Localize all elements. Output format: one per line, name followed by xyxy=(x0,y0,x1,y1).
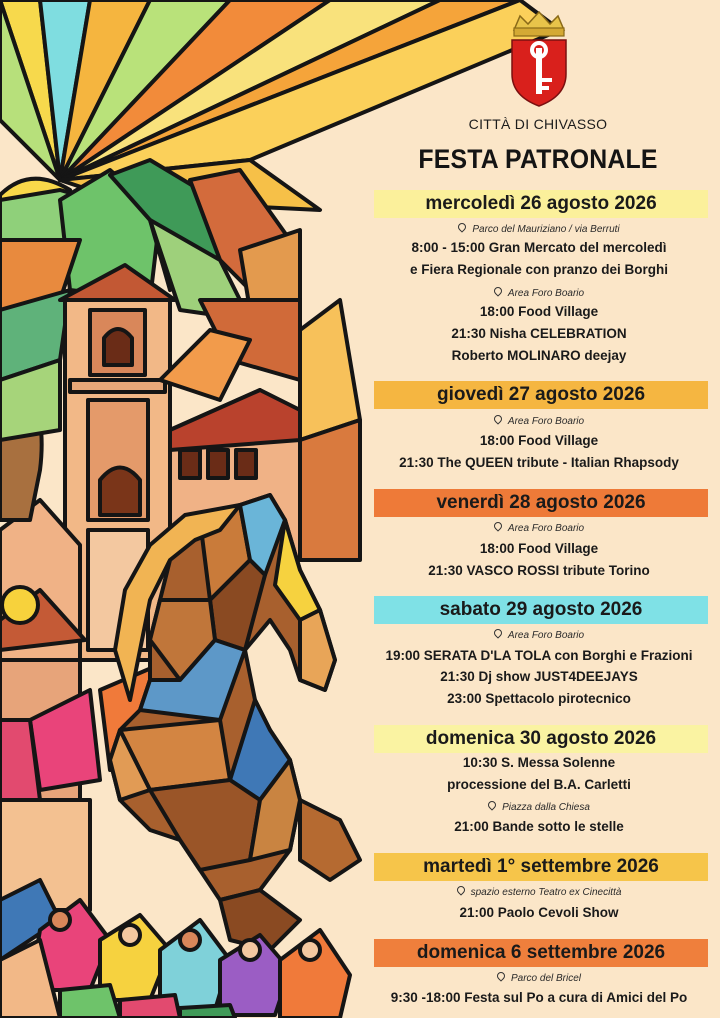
day-2-location xyxy=(368,415,710,427)
day-7-date: domenica 6 settembre 2026 xyxy=(374,939,708,967)
location-pin-icon xyxy=(492,413,503,424)
location-pin-icon xyxy=(492,627,503,638)
location-pin-icon xyxy=(495,970,506,981)
day-5-event-2: processione del B.A. Carletti xyxy=(447,777,631,792)
day-2-event-2: 21:30 The QUEEN tribute - Italian Rhapsody xyxy=(399,455,679,470)
day-5-location xyxy=(368,801,710,813)
page-title: FESTA PATRONALE xyxy=(418,144,658,174)
day-5-event-3: 21:00 Bande sotto le stelle xyxy=(454,819,624,834)
day-1-event-5: Roberto MOLINARO deejay xyxy=(451,348,627,363)
location-text: Parco del Bricel xyxy=(510,973,582,984)
day-1-event-3: 18:00 Food Village xyxy=(479,304,599,319)
day-6-event-1: 21:00 Paolo Cevoli Show xyxy=(459,905,619,920)
location-text: Parco del Mauriziano / via Berruti xyxy=(472,224,620,235)
day-1-event-4: 21:30 Nisha CELEBRATION xyxy=(451,326,627,341)
location-pin-icon xyxy=(455,884,466,895)
location-pin-icon xyxy=(457,221,468,232)
day-5-date: domenica 30 agosto 2026 xyxy=(374,725,708,753)
location-text: Area Foro Boario xyxy=(507,288,585,299)
day-4-location xyxy=(368,629,710,641)
day-1-location-2 xyxy=(368,287,710,299)
location-text: Area Foro Boario xyxy=(507,416,585,427)
day-1-location-1 xyxy=(368,223,710,235)
day-6-date: martedì 1° settembre 2026 xyxy=(374,853,708,881)
day-1-event-1: 8:00 - 15:00 Gran Mercato del mercoledì xyxy=(411,240,667,255)
day-1-date: mercoledì 26 agosto 2026 xyxy=(374,190,708,218)
day-3-location xyxy=(368,522,710,534)
city-name: CITTÀ DI CHIVASSO xyxy=(468,116,608,132)
location-pin-icon xyxy=(492,520,503,531)
location-text: Piazza dalla Chiesa xyxy=(502,802,590,813)
program-panel xyxy=(368,0,720,1018)
location-text: spazio esterno Teatro ex Cinecittà xyxy=(470,887,622,898)
day-2-event-1: 18:00 Food Village xyxy=(479,433,599,448)
day-4-event-2: 21:30 Dj show JUST4DEEJAYS xyxy=(440,669,638,684)
day-1-event-2: e Fiera Regionale con pranzo dei Borghi xyxy=(409,262,669,277)
day-3-event-2: 21:30 VASCO ROSSI tribute Torino xyxy=(428,563,650,578)
day-4-date: sabato 29 agosto 2026 xyxy=(374,596,708,624)
location-pin-icon xyxy=(486,799,497,810)
location-pin-icon xyxy=(492,285,503,296)
location-text: Area Foro Boario xyxy=(507,630,585,641)
day-4-event-3: 23:00 Spettacolo pirotecnico xyxy=(447,691,631,706)
day-7-event-1: 9:30 -18:00 Festa sul Po a cura di Amici del Po xyxy=(390,990,688,1005)
day-4-event-1: 19:00 SERATA D'LA TOLA con Borghi e Frazioni xyxy=(385,648,693,663)
day-3-date: venerdì 28 agosto 2026 xyxy=(374,489,708,517)
day-6-location xyxy=(368,886,710,898)
chivasso-coat-of-arms-icon xyxy=(506,8,572,108)
day-7-location xyxy=(368,972,710,984)
day-2-date: giovedì 27 agosto 2026 xyxy=(374,381,708,409)
location-text: Area Foro Boario xyxy=(507,523,585,534)
day-3-event-1: 18:00 Food Village xyxy=(479,541,599,556)
day-5-event-1: 10:30 S. Messa Solenne xyxy=(462,755,616,770)
